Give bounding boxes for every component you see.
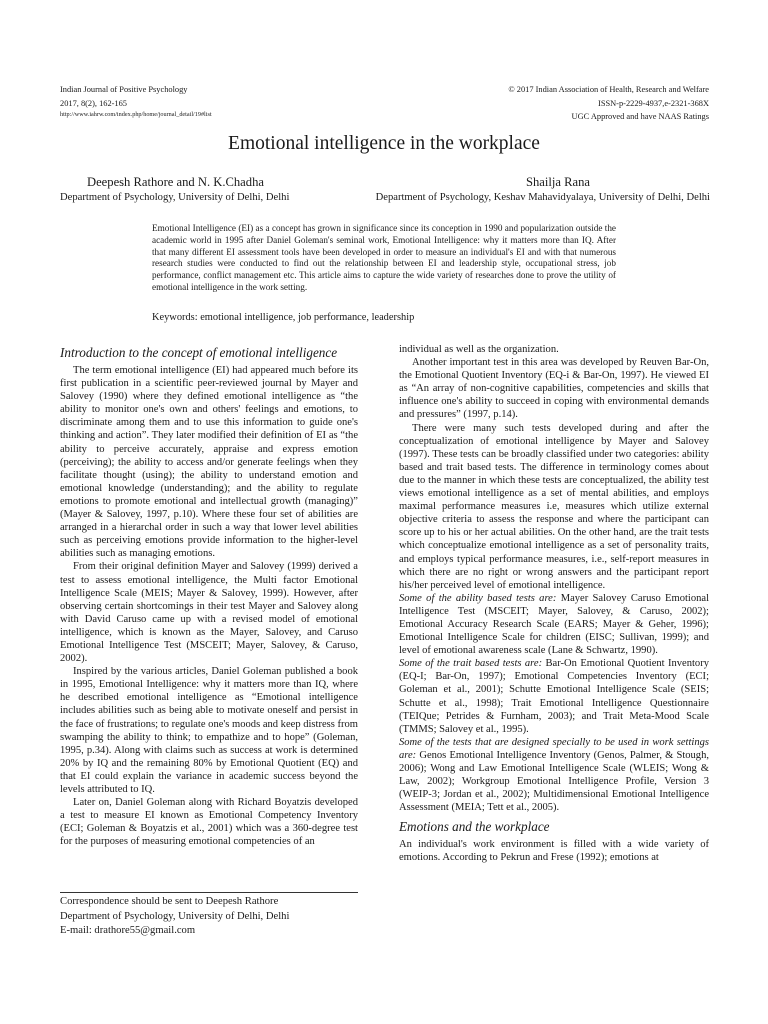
paragraph: There were many such tests developed during and after the conceptualization of emotional intelligence by Mayer and Salovey (1997). These tests can be broadly classified under two categories: ability based and trait based tests. The difference in terminology comes about due to the manner in which these tests are conceptualized, the ability test views emotional intelligence as a set of mental abilities, and employs maximal performance measures i.e, measures which utilize external objective criteria to assess the response and where the participant can score up to his or her actual abilities. On the other hand, are the trait tests which conceptualize emotional intelligence as a set of personality traits, and employs typical performance measures, i.e., self-report measures in which there are no right or wrong answers and the participant report his/her perceived level of emotional intelligence. [399,422,709,591]
work-tests-text: Genos Emotional Intelligence Inventory (Genos, Palmer, & Stough, 2006); Wong and Law Emotional Intelligence Scale (WLEIS; Wong & Law, 2002); Workgroup Emotional Intelligence Profile, Version 3 (WEIP-3; Jordan et al., 2002); Multidimensional Emotional Intelligence Assessment (MEIA; Tett et al., 2005). [399,749,709,814]
journal-url[interactable]: http://www.iahrw.com/index.php/home/journal_detail/19#list [60,111,212,118]
journal-volume: 2017, 8(2), 162-165 [60,98,127,108]
footnote-divider [60,892,358,893]
paragraph: The term emotional intelligence (EI) had appeared much before its first publication in a scientific peer-reviewed journal by Mayer and Salovey (1990) where they defined emotional intelligence as “the ability to monitor one's own and others' feelings and emotions, to discriminate among them and to use this information to guide one's thinking and action”. They later modified their definition of EI as “the ability to perceive accurately, appraise and express emotion (perceiving); the ability to access and/or generate feelings when they facilitate thought (using); the ability to understand emotion and emotional knowledge (understanding); and the ability to regulate emotions to promote emotional and intellectual growth (managing)” (Mayer & Salovey, 1997, p.10). Where these four set of abilities are arranged in a hierarchal order in such a way that lower level abilities such as perceiving emotions provide information to the higher-level abilities such as managing emotions. [60,365,358,560]
correspondence-department: Department of Psychology, University of Delhi, Delhi [60,910,290,922]
author-block-right [332,174,710,205]
correspondence-email[interactable]: E-mail: drathore55@gmail.com [60,925,196,936]
paragraph: Another important test in this area was developed by Reuven Bar-On, the Emotional Quotient Inventory (EQ-i & Bar-On, 1997). He viewed EI as “An array of non-cognitive capabilities, competencies and skills that influence one's ability to succeed in coping with environmental demands and pressures” (1997, p.14). [399,357,709,421]
correspondence-line: Correspondence should be sent to Deepesh Rathore [60,896,279,907]
paragraph: individual as well as the organization. [399,344,559,355]
correspondence-footnote [60,895,360,939]
paragraph-work-tests [399,736,709,815]
section-heading-emotions-workplace: Emotions and the workplace [399,819,550,835]
copyright-line: © 2017 Indian Association of Health, Research and Welfare [508,85,709,94]
paragraph: From their original definition Mayer and Salovey (1999) derived a test to assess emotional intelligence, the Multi factor Emotional Intelligence Scale (MEIS; Mayer & Salovey, 1999). However, after observing certain shortcomings in their test Mayer and Salovey along with David Caruso came up with a revised model of emotional intelligence, which is known as the Mayer, Salovey, and Caruso Emotional Intelligence Test (MSCEIT; Mayer, Salovey, & Caruso, 2002). [60,561,358,665]
paragraph: Inspired by the various articles, Daniel Goleman published a book in 1995, Emotional Intelligence: why it matters more than IQ, where he described emotional intelligence as “Emotional intelligence includes abilities such as being able to motivate oneself and persist in the face of frustrations; to regulate one's moods and keep distress from swamping the ability to think; to empathize and to hope” (Goleman, 1995, p.34). Along with claims such as success at work is determined 20% by IQ and the remaining 80% by Emotional Quotient (EQ) and that EI could explain the variance in academic success beyond the levels attributed to IQ. [60,666,359,795]
left-column [60,344,358,848]
section-heading-introduction: Introduction to the concept of emotional intelligence [60,345,338,360]
author-names-left: Deepesh Rathore and N. K.Chadha [87,175,264,189]
paragraph-ability-tests [399,592,709,657]
journal-header-right [379,83,709,124]
author-affiliation-left: Department of Psychology, University of Delhi, Delhi [60,192,290,203]
trait-tests-lead: Some of the trait based tests are: [399,658,543,670]
paragraph-trait-tests [399,657,709,736]
ratings-line: UGC Approved and have NAAS Ratings [571,112,709,121]
ability-tests-text: Mayer Salovey Caruso Emotional Intelligence Test (MSCEIT; Mayer, Salovey, & Caruso, 2002); Emotional Accuracy Research Scale (EARS; Mayer & Geher, 1996); Emotional Intelligence Scale for children (EISC; Sullivan, 1999); and level of emotional awareness scale (Lane & Schwartz, 1990). [399,592,709,657]
trait-tests-text: Bar-On Emotional Quotient Inventory (EQ-I; Bar-On, 1997); Emotional Competencies Inventory (ECI; Goleman et al., 2001); Schutte Emotional Intelligence Scale (SEIS; Schutte et al., 1998); Trait Emotional Intelligence Questionnaire (TEIQue; Petrides & Furnham, 2003); and Trait Meta-Mood Scale (TMMS; Salovey et al., 1995). [399,658,709,735]
work-tests-lead: Some of the tests that are designed specially to be used in work settings are: [399,736,709,761]
ability-tests-lead: Some of the ability based tests are: [399,592,557,604]
author-block-left [60,174,360,205]
paragraph: An individual's work environment is filled with a wide variety of emotions. According to Pekrun and Frese (1992); emotions at [399,839,709,864]
right-column [399,343,709,865]
abstract: Emotional Intelligence (EI) as a concept has grown in significance since its conception in 1990 and popularization outside the academic world in 1995 after Daniel Goleman's seminal work, Emotional Intelligence: why it matters more than IQ. After that many different EI assessment tools have been developed in order to measure an individual's EI and with that numerous research studies were conducted to find out the relationship between EI and leadership style, occupational stress, job performance, conflict management etc. This article aims to capture the wide variety of researches done to prove the utility of emotional intelligence in the work setting. [152,223,616,292]
paper-title: Emotional intelligence in the workplace [228,133,540,154]
journal-header-left [60,83,360,119]
author-affiliation-right: Department of Psychology, Keshav Mahavidyalaya, University of Delhi, Delhi [375,192,710,203]
paragraph: Later on, Daniel Goleman along with Richard Boyatzis developed a test to measure EI known as Emotional Competency Inventory (ECI; Goleman & Boyatzis et al., 2001) which was a 360-degree test for the purposes of measuring emotional competencies of an [60,797,358,848]
keywords: Keywords: emotional intelligence, job performance, leadership [152,312,415,323]
author-names-right: Shailja Rana [525,175,590,189]
journal-name: Indian Journal of Positive Psychology [60,85,188,94]
issn-line: ISSN-p-2229-4937,e-2321-368X [598,98,709,108]
